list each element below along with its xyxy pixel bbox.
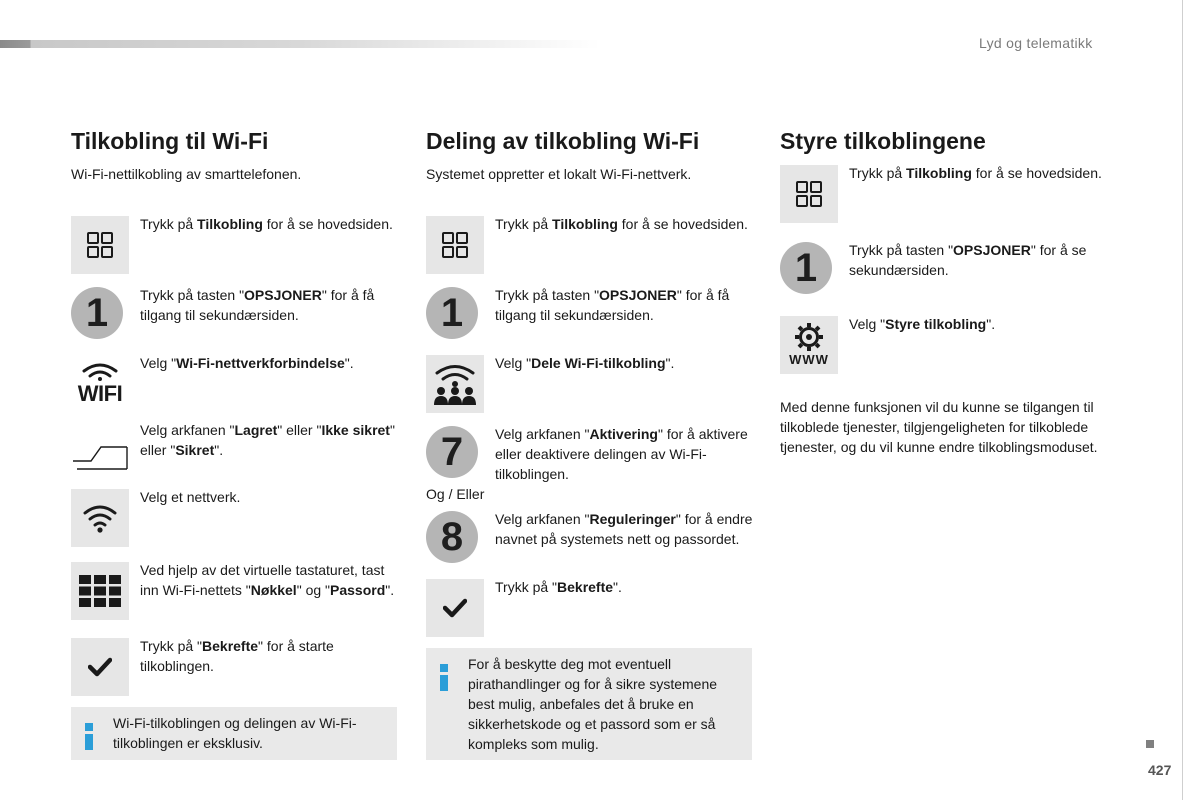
step-text: Velg "Dele Wi-Fi-tilkobling". (495, 355, 675, 371)
step-text: Velg arkfanen "Aktivering" for å aktivere eller deaktivere delingen av Wi-Fi-tilkoblingen. (495, 426, 748, 482)
info-icon (440, 664, 448, 691)
step-row (426, 287, 756, 339)
step-text: Velg et nettverk. (140, 489, 241, 505)
step-row (780, 242, 1110, 294)
page-marker (1146, 740, 1154, 748)
www-label: WWW (789, 352, 829, 367)
step-row (426, 426, 756, 482)
manage-www-icon (780, 316, 838, 374)
step-text: Trykk på Tilkobling for å se hovedsiden. (495, 216, 748, 232)
tab-icon (71, 422, 129, 480)
wifi-signal-icon (71, 489, 129, 547)
section-intro: Systemet oppretter et lokalt Wi-Fi-nettverk. (426, 166, 692, 182)
step-1-badge: 1 (71, 287, 123, 339)
step-text: Ved hjelp av det virtuelle tastaturet, tast inn Wi-Fi-nettets "Nøkkel" og "Passord". (140, 562, 395, 598)
description-paragraph: Med denne funksjonen vil du kunne se tilgangen til tilkoblede tjenester, tilgjengeligheten for tilkoblede tjenester, og du vil kunne endre tilkoblingsmoduset. (780, 399, 1098, 455)
column-wifi-sharing (426, 0, 756, 800)
connection-grid-icon (426, 216, 484, 274)
step-text: Velg "Styre tilkobling". (849, 316, 996, 332)
step-row (71, 287, 401, 339)
step-text: Velg arkfanen "Reguleringer" for å endre navnet på systemets nett og passordet. (495, 511, 753, 547)
section-intro: Wi-Fi-nettilkobling av smarttelefonen. (71, 166, 302, 182)
step-7-badge: 7 (426, 426, 478, 478)
info-text: For å beskytte deg mot eventuell pirathandlinger og for å sikre systemene best mulig, anbefales det å bruke en sikkerhetskode og et passord som er så kompleks som mulig. (468, 656, 718, 752)
section-title: Deling av tilkobling Wi-Fi (426, 128, 700, 154)
column-manage-connections (780, 0, 1110, 800)
step-text: Trykk på tasten "OPSJONER" for å få tilgang til sekundærsiden. (140, 287, 375, 323)
connection-grid-icon (780, 165, 838, 223)
connection-grid-icon (71, 216, 129, 274)
page-edge-line (1182, 0, 1183, 800)
step-8-badge: 8 (426, 511, 478, 563)
step-1-badge: 1 (780, 242, 832, 294)
step-text: Trykk på "Bekrefte" for å starte tilkoblingen. (140, 638, 334, 674)
wifi-logo-text: WIFI (77, 381, 123, 406)
or-label: Og / Eller (426, 486, 485, 502)
step-text: Trykk på Tilkobling for å se hovedsiden. (849, 165, 1102, 181)
step-text: Trykk på Tilkobling for å se hovedsiden. (140, 216, 393, 232)
step-text: Trykk på tasten "OPSJONER" for å få tilgang til sekundærsiden. (495, 287, 730, 323)
info-note (71, 707, 397, 760)
checkmark-icon (426, 579, 484, 637)
step-text: Velg arkfanen "Lagret" eller "Ikke sikret" eller "Sikret". (140, 422, 395, 458)
step-1-badge: 1 (426, 287, 478, 339)
step-text: Velg "Wi-Fi-nettverkforbindelse". (140, 355, 354, 371)
checkmark-icon (71, 638, 129, 696)
step-row (426, 511, 756, 563)
step-text: Trykk på tasten "OPSJONER" for å se sekundærsiden. (849, 242, 1087, 278)
info-icon (85, 723, 93, 750)
info-text: Wi-Fi-tilkoblingen og delingen av Wi-Fi-tilkoblingen er eksklusiv. (113, 715, 357, 751)
wifi-share-icon (426, 355, 484, 413)
step-text: Trykk på "Bekrefte". (495, 579, 622, 595)
wifi-logo-icon (71, 355, 129, 413)
info-note (426, 648, 752, 760)
keyboard-icon (71, 562, 129, 620)
column-wifi-connection (71, 0, 401, 800)
page-number: 427 (1148, 762, 1172, 778)
section-title: Tilkobling til Wi-Fi (71, 128, 269, 154)
section-header: Lyd og telematikk (979, 35, 1093, 51)
section-title: Styre tilkoblingene (780, 128, 986, 154)
